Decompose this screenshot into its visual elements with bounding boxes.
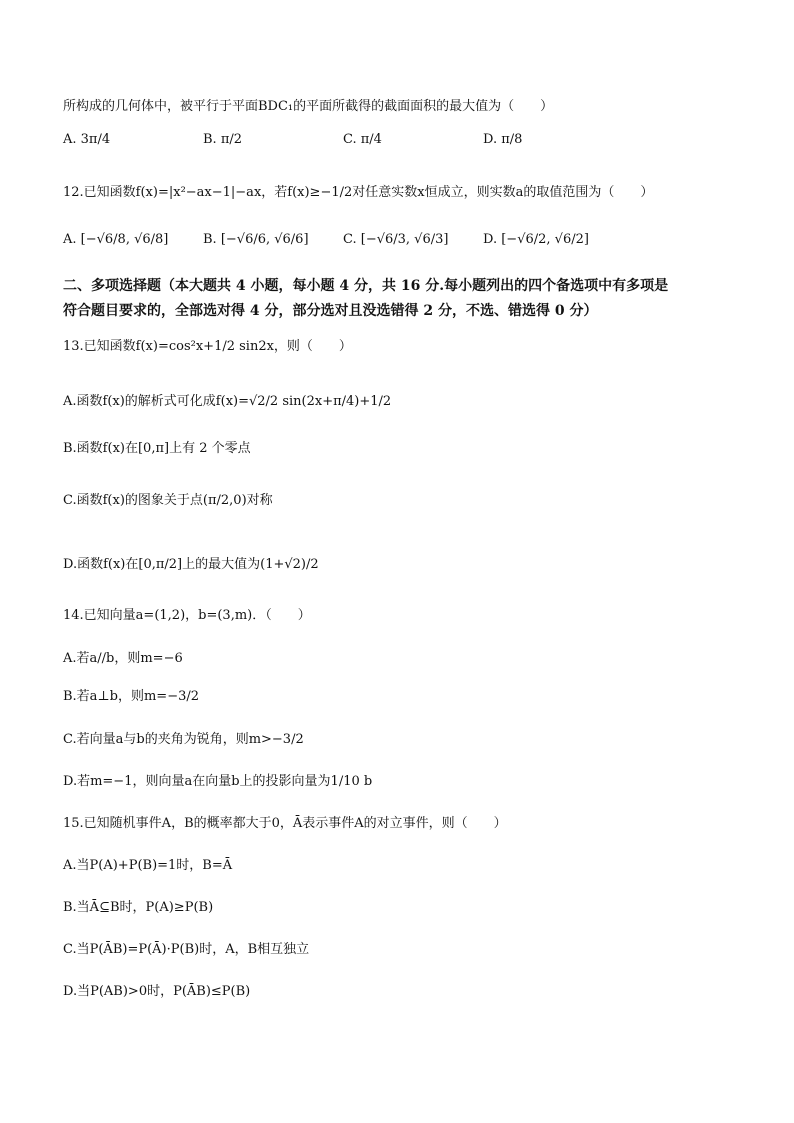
- q12-option-d: D. [−√6/2, √6/2]: [483, 232, 589, 247]
- q14-option-c: C.若向量a与b的夹角为锐角，则m>−3/2: [63, 732, 304, 747]
- q11-option-d: D. π/8: [483, 132, 523, 147]
- q15-option-d: D.当P(AB)>0时，P(ĀB)≤P(B): [63, 984, 251, 999]
- q12-option-c: C. [−√6/3, √6/3]: [343, 232, 449, 247]
- q15-stem: 15.已知随机事件A，B的概率都大于0，Ā表示事件A的对立事件，则（ ）: [63, 816, 507, 831]
- section2-heading-line2: 符合题目要求的，全部选对得 4 分，部分选对且没选错得 2 分，不选、错选得 0 分）: [63, 303, 598, 319]
- q11-stem-tail: 所构成的几何体中，被平行于平面BDC₁的平面所截得的截面面积的最大值为（ ）: [63, 99, 554, 114]
- q13-option-b: B.函数f(x)在[0,π]上有 2 个零点: [63, 441, 251, 456]
- q12-option-b: B. [−√6/6, √6/6]: [203, 232, 309, 247]
- section2-heading-line1: 二、多项选择题（本大题共 4 小题，每小题 4 分，共 16 分.每小题列出的四个备选项中有多项是: [63, 278, 669, 294]
- q15-option-b: B.当Ā⊆B时，P(A)≥P(B): [63, 900, 214, 915]
- q13-option-a: A.函数f(x)的解析式可化成f(x)=√2/2 sin(2x+π/4)+1/2: [63, 394, 392, 409]
- q12-stem: 12.已知函数f(x)=|x²−ax−1|−ax，若f(x)≥−1/2对任意实数x恒成立，则实数a的取值范围为（ ）: [63, 185, 654, 200]
- q12-option-a: A. [−√6/8, √6/8]: [63, 232, 169, 247]
- q15-option-c: C.当P(ĀB)=P(Ā)·P(B)时，A，B相互独立: [63, 942, 310, 957]
- q11-option-b: B. π/2: [203, 132, 243, 147]
- q14-stem: 14.已知向量a=(1,2)，b=(3,m)．（ ）: [63, 608, 311, 623]
- q14-option-a: A.若a//b，则m=−6: [63, 651, 183, 666]
- q11-option-c: C. π/4: [343, 132, 382, 147]
- q14-option-d: D.若m=−1，则向量a在向量b上的投影向量为1/10 b: [63, 774, 373, 789]
- q13-option-c: C.函数f(x)的图象关于点(π/2,0)对称: [63, 493, 273, 508]
- q14-option-b: B.若a⊥b，则m=−3/2: [63, 689, 200, 704]
- q11-option-a: A. 3π/4: [63, 132, 111, 147]
- q13-option-d: D.函数f(x)在[0,π/2]上的最大值为(1+√2)/2: [63, 557, 319, 572]
- q15-option-a: A.当P(A)+P(B)=1时，B=Ā: [63, 858, 233, 873]
- q13-stem: 13.已知函数f(x)=cos²x+1/2 sin2x，则（ ）: [63, 339, 352, 354]
